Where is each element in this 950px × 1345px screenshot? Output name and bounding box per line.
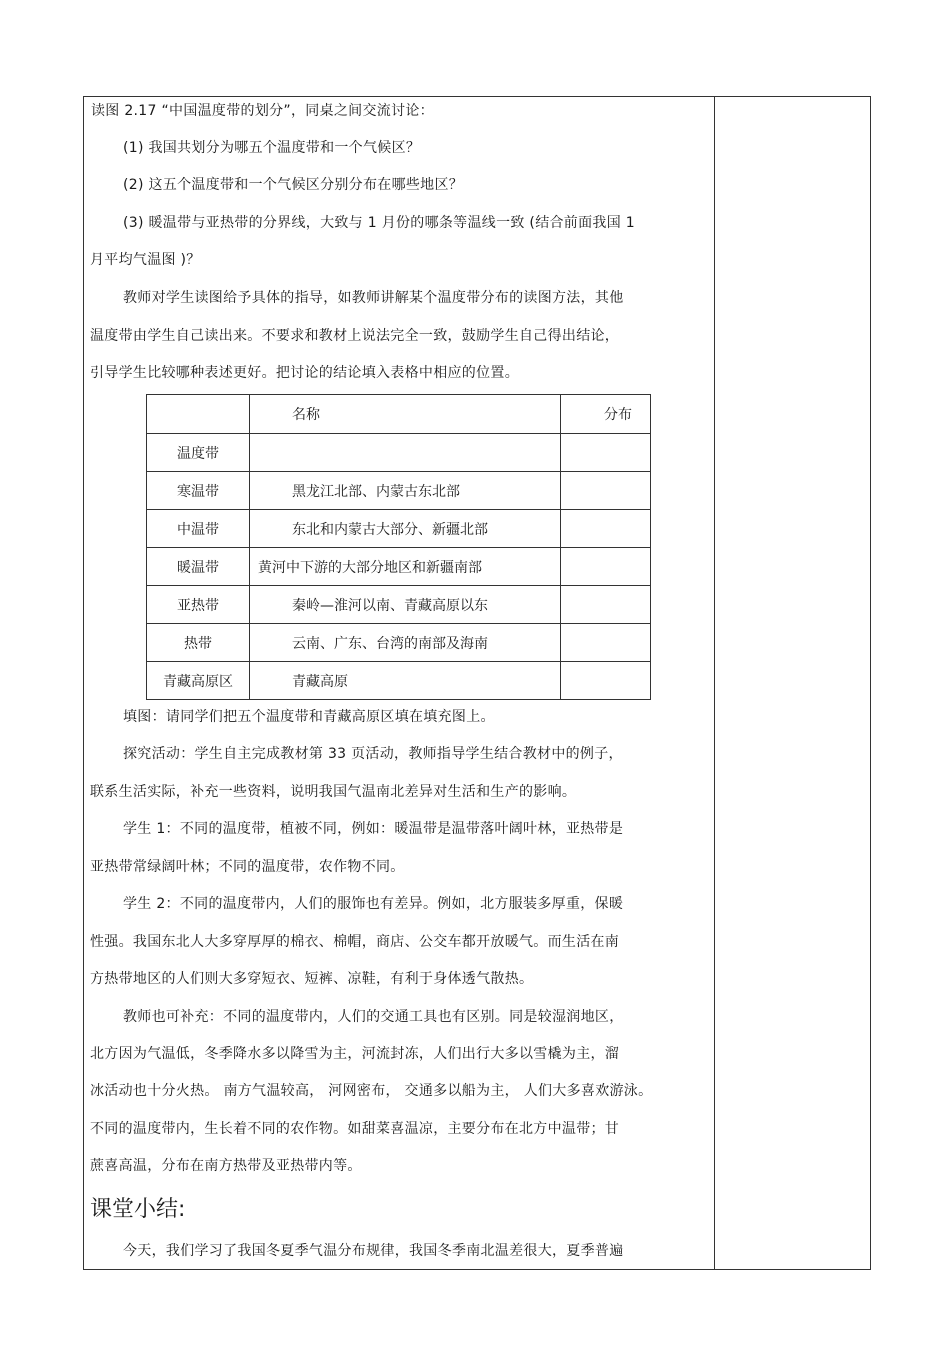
area-cell: 东北和内蒙古大部分、新疆北部 — [249, 510, 560, 548]
teacher-supp-1: 教师也可补充：不同的温度带内，人们的交通工具也有区别。同是较湿润地区， — [123, 1009, 624, 1025]
extra-cell — [561, 434, 651, 472]
zone-cell: 亚热带 — [147, 586, 250, 624]
header-name: 名称 — [249, 395, 560, 434]
area-cell: 青藏高原 — [249, 662, 560, 700]
teacher-para-3: 引导学生比较哪种表述更好。把讨论的结论填入表格中相应的位置。 — [90, 365, 519, 381]
zone-cell: 温度带 — [147, 434, 250, 472]
summary-line-1: 今天，我们学习了我国冬夏季气温分布规律，我国冬季南北温差很大，夏季普遍 — [123, 1243, 624, 1259]
table-row — [147, 586, 651, 624]
summary-heading: 课堂小结: — [90, 1197, 186, 1222]
table-row — [147, 510, 651, 548]
teacher-para-2: 温度带由学生自己读出来。不要求和教材上说法完全一致，鼓励学生自己得出结论， — [90, 328, 620, 344]
fill-instruction: 填图：请同学们把五个温度带和青藏高原区填在填充图上。 — [123, 709, 495, 725]
extra-cell — [561, 510, 651, 548]
intro-line: 读图 2.17 “中国温度带的划分”，同桌之间交流讨论： — [91, 103, 434, 119]
question-3: (3) 暖温带与亚热带的分界线，大致与 1 月份的哪条等温线一致 (结合前面我国 1 — [123, 215, 635, 231]
table-row — [147, 548, 651, 586]
zone-cell: 青藏高原区 — [147, 662, 250, 700]
zone-cell: 暖温带 — [147, 548, 250, 586]
teacher-supp-4: 不同的温度带内，生长着不同的农作物。如甜菜喜温凉，主要分布在北方中温带；甘 — [90, 1121, 620, 1137]
table-row — [147, 624, 651, 662]
extra-cell — [561, 472, 651, 510]
header-dist: 分布 — [561, 395, 651, 434]
teacher-supp-2: 北方因为气温低，冬季降水多以降雪为主，河流封冻，人们出行大多以雪橇为主，溜 — [90, 1046, 620, 1062]
question-2: (2) 这五个温度带和一个气候区分别分布在哪些地区？ — [123, 177, 464, 193]
table-cell — [147, 395, 250, 434]
zone-cell: 中温带 — [147, 510, 250, 548]
extra-cell — [561, 586, 651, 624]
question-1: (1) 我国共划分为哪五个温度带和一个气候区？ — [123, 140, 421, 156]
table-header-row — [147, 395, 651, 434]
table-row — [147, 472, 651, 510]
temperature-zone-table — [146, 394, 651, 700]
student-1-line-1: 学生 1：不同的温度带，植被不同，例如：暖温带是温带落叶阔叶林，亚热带是 — [123, 821, 624, 837]
area-cell: 云南、广东、台湾的南部及海南 — [249, 624, 560, 662]
student-2-line-3: 方热带地区的人们则大多穿短衣、短裤、凉鞋，有利于身体透气散热。 — [90, 971, 534, 987]
area-cell — [249, 434, 560, 472]
student-2-line-1: 学生 2：不同的温度带内，人们的服饰也有差异。例如，北方服装多厚重，保暖 — [123, 896, 624, 912]
zone-cell: 寒温带 — [147, 472, 250, 510]
area-cell: 秦岭—淮河以南、青藏高原以东 — [249, 586, 560, 624]
teacher-supp-5: 蔗喜高温，分布在南方热带及亚热带内等。 — [90, 1158, 362, 1174]
extra-cell — [561, 662, 651, 700]
zone-cell: 热带 — [147, 624, 250, 662]
extra-cell — [561, 624, 651, 662]
question-3-cont: 月平均气温图 )？ — [90, 252, 201, 268]
student-1-line-2: 亚热带常绿阔叶林；不同的温度带，农作物不同。 — [90, 859, 405, 875]
teacher-para-1: 教师对学生读图给予具体的指导，如教师讲解某个温度带分布的读图方法，其他 — [123, 290, 624, 306]
student-2-line-2: 性强。我国东北人大多穿厚厚的棉衣、棉帽，商店、公交车都开放暖气。而生活在南 — [90, 934, 620, 950]
column-divider — [714, 96, 715, 1270]
explore-line-1: 探究活动：学生自主完成教材第 33 页活动，教师指导学生结合教材中的例子， — [123, 746, 623, 762]
extra-cell — [561, 548, 651, 586]
teacher-supp-3: 冰活动也十分火热。 南方气温较高， 河网密布， 交通多以船为主， 人们大多喜欢游泳。 — [90, 1083, 653, 1099]
explore-line-2: 联系生活实际，补充一些资料，说明我国气温南北差异对生活和生产的影响。 — [90, 784, 577, 800]
table-row — [147, 662, 651, 700]
area-cell: 黄河中下游的大部分地区和新疆南部 — [249, 548, 560, 586]
area-cell: 黑龙江北部、内蒙古东北部 — [249, 472, 560, 510]
table-row — [147, 434, 651, 472]
